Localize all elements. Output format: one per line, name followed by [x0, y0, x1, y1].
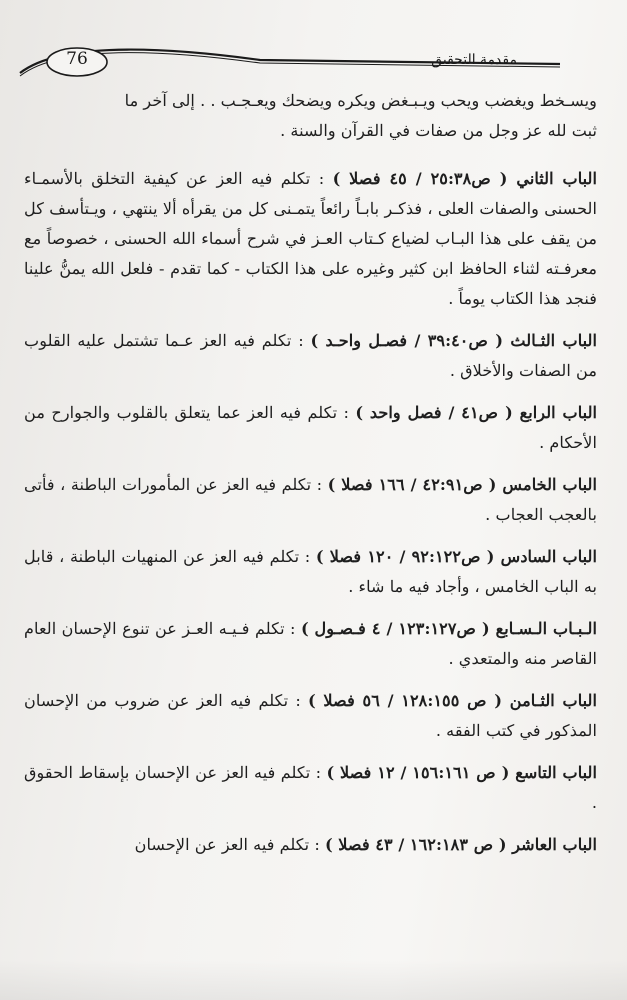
- chapter-text: : تكلم فيه العز عن المأمورات الباطنة ، فأتى بالعجب العجاب .: [24, 475, 597, 524]
- chapter-paragraph: [24, 164, 597, 314]
- intro-paragraph: [24, 86, 597, 146]
- chapter-heading: الباب الثـامن ( ص ١٢٨:١٥٥ / ٥٦ فصلا ): [308, 691, 597, 710]
- chapter-heading: الـبـاب الـسـابع ( ص١٢٣:١٢٧ / ٤ فـصـول ): [300, 619, 597, 638]
- chapter-paragraph: [24, 614, 597, 674]
- chapter-heading: الباب العاشر ( ص ١٦٢:١٨٣ / ٤٣ فصلا ): [324, 835, 597, 854]
- chapter-paragraph: [24, 686, 597, 746]
- chapter-text: : تكلم فيه العز عـما تشتمل عليه القلوب من الصفات والأخلاق .: [24, 331, 597, 380]
- chapter-paragraph: [24, 470, 597, 530]
- page-number: 76: [66, 49, 88, 69]
- running-title: مقدمة التحقيق: [431, 52, 517, 68]
- chapter-paragraph: [24, 830, 597, 860]
- intro-line-2: ثبت لله عز وجل من صفات في القرآن والسنة .: [280, 121, 597, 140]
- chapter-text: : تكلم فيه العز عن الإحسان: [134, 835, 320, 854]
- chapter-text: : تكلم فيه العز عن كيفية التخلق بالأسمـاء الحسنى والصفات العلى ، فذكـر بابـاً رائعاً يتمـنى كل من يقرأه ألا ينتهي ، ويـتأسف كل من يقف على هذا البـاب لضياع كـتاب العـز في شرح أسماء الله الحسنى ، خصوصاً مع معرفـته لثناء الحافظ ابن كثير وغيره على هذا الكتاب - كما تقدم - فلعل الله يمنُّ علينا فنجد هذا الكتاب يوماً .: [24, 169, 597, 308]
- chapter-text: : تكلم فيه العز عن المنهيات الباطنة ، قابل به الباب الخامس ، وأجاد فيه ما شاء .: [24, 547, 597, 596]
- chapter-paragraph: [24, 758, 597, 818]
- chapter-text: : تكلم فيه العز عن الإحسان بإسقاط الحقوق .: [24, 763, 597, 812]
- chapter-text: : تكلم فيه العز عن ضروب من الإحسان المذكور في كتب الفقه .: [24, 691, 597, 740]
- chapter-paragraph: [24, 398, 597, 458]
- page-shadow: [0, 960, 627, 1000]
- chapter-heading: الباب التاسع ( ص ١٥٦:١٦١ / ١٢ فصلا ): [326, 763, 597, 782]
- chapter-heading: الباب الثـالث ( ص٣٩:٤٠ / فصـل واحـد ): [310, 331, 597, 350]
- chapter-heading: الباب السادس ( ص٩٢:١٢٢ / ١٢٠ فصلا ): [315, 547, 597, 566]
- chapter-text: : تكلم فـيـه العـز عن تنوع الإحسان العام القاصر منه والمتعدي .: [24, 619, 597, 668]
- header-ornament: [0, 0, 627, 90]
- chapter-heading: الباب الثاني ( ص٢٥:٣٨ / ٤٥ فصلا ): [332, 169, 597, 188]
- chapter-paragraph: [24, 542, 597, 602]
- page-body: [24, 86, 597, 872]
- chapter-heading: الباب الخامس ( ص٤٢:٩١ / ١٦٦ فصلا ): [327, 475, 597, 494]
- intro-line-1: ويسـخط ويغضب ويحب ويـبـغض ويكره ويضحك ويعـجـب . . إلى آخر ما: [124, 91, 597, 110]
- chapter-paragraph: [24, 326, 597, 386]
- chapter-heading: الباب الرابع ( ص٤١ / فصل واحد ): [355, 403, 597, 422]
- chapter-text: : تكلم فيه العز عما يتعلق بالقلوب والجوارح من الأحكام .: [24, 403, 597, 452]
